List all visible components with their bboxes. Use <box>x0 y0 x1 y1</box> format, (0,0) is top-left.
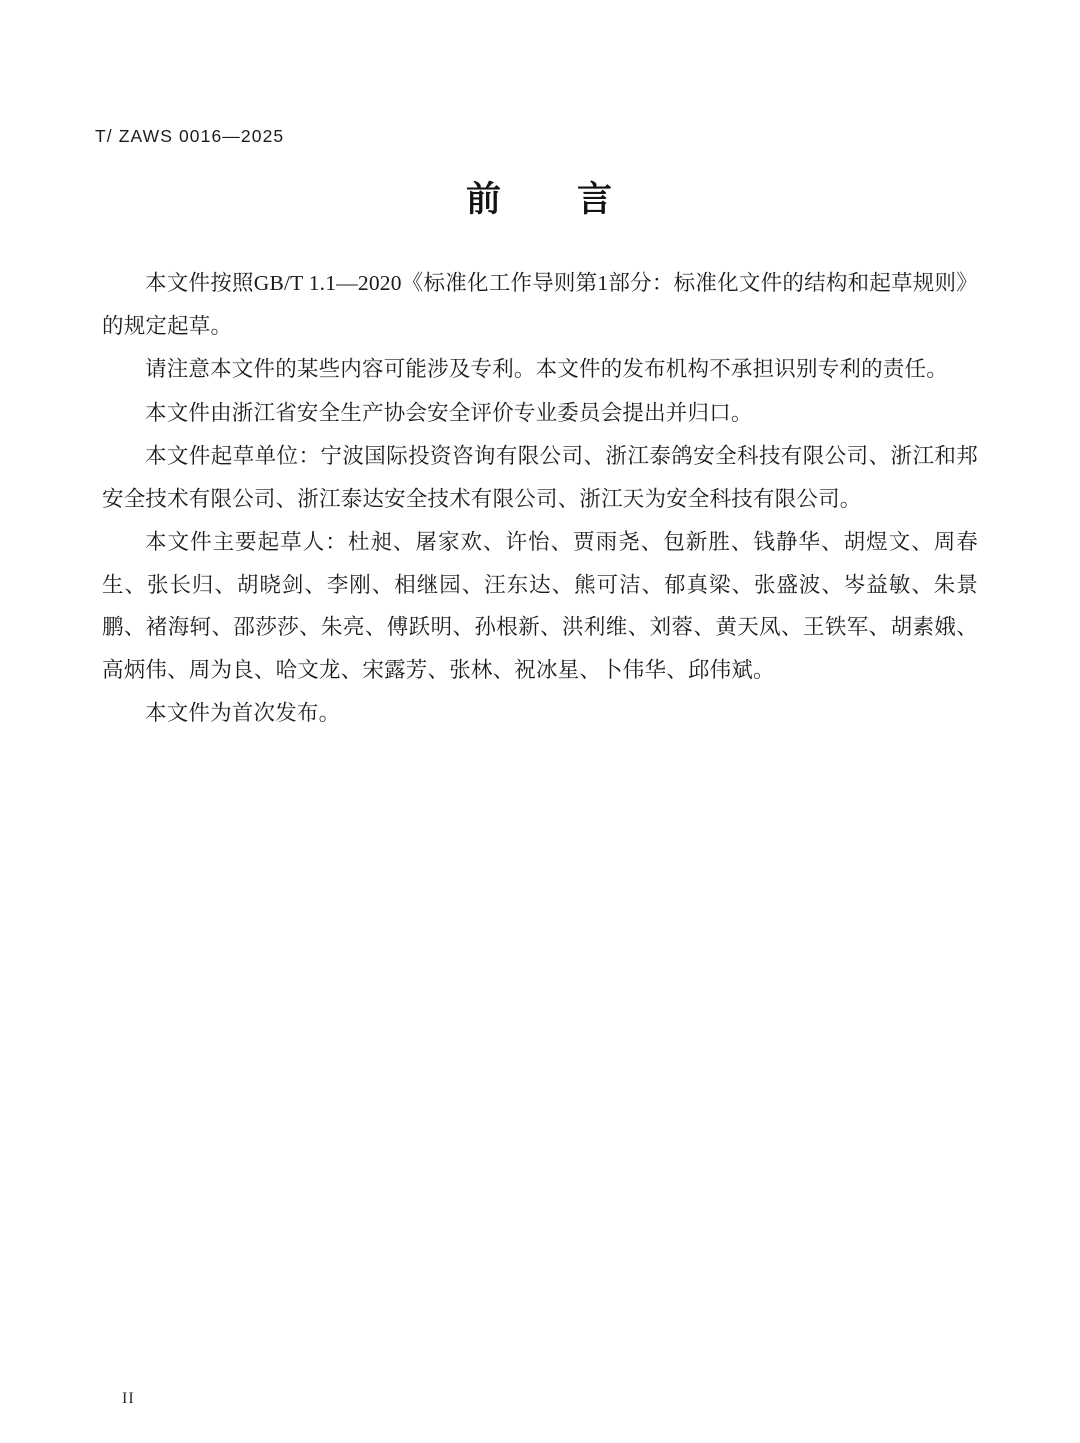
standard-code: T/ ZAWS 0016—2025 <box>95 126 285 146</box>
page-title: 前 言 <box>465 180 614 219</box>
page-header <box>95 126 985 152</box>
paragraph-first-publication: 本文件为首次发布。 <box>145 701 341 725</box>
paragraph-patent-notice: 请注意本文件的某些内容可能涉及专利。本文件的发布机构不承担识别专利的责任。 <box>145 357 948 381</box>
paragraph-proposing-body: 本文件由浙江省安全生产协会安全评价专业委员会提出并归口。 <box>145 400 753 425</box>
page-number: II <box>122 1390 135 1407</box>
paragraph-drafting-units: 本文件起草单位：宁波国际投资咨询有限公司、浙江泰鸽安全科技有限公司、浙江和邦安全技术有限公司、浙江泰达安全技术有限公司、浙江天为安全科技有限公司。 <box>102 444 978 511</box>
paragraph-basis: 本文件按照GB/T 1.1—2020《标准化工作导则第1部分：标准化文件的结构和起草规则》的规定起草。 <box>102 271 978 338</box>
paragraph-drafters: 本文件主要起草人：杜昶、屠家欢、许怡、贾雨尧、包新胜、钱静华、胡煜文、周春生、张长归、胡晓剑、李刚、相继园、汪东达、熊可洁、郁真梁、张盛波、岑益敏、朱景鹏、褚海轲、邵莎莎、朱亮、傅跃明、孙根新、洪利维、刘蓉、黄天凤、王铁军、胡素娥、高炳伟、周为良、哈文龙、宋露芳、张林、祝冰星、卜伟华、邱伟斌。 <box>102 530 978 682</box>
foreword-body <box>102 262 978 735</box>
